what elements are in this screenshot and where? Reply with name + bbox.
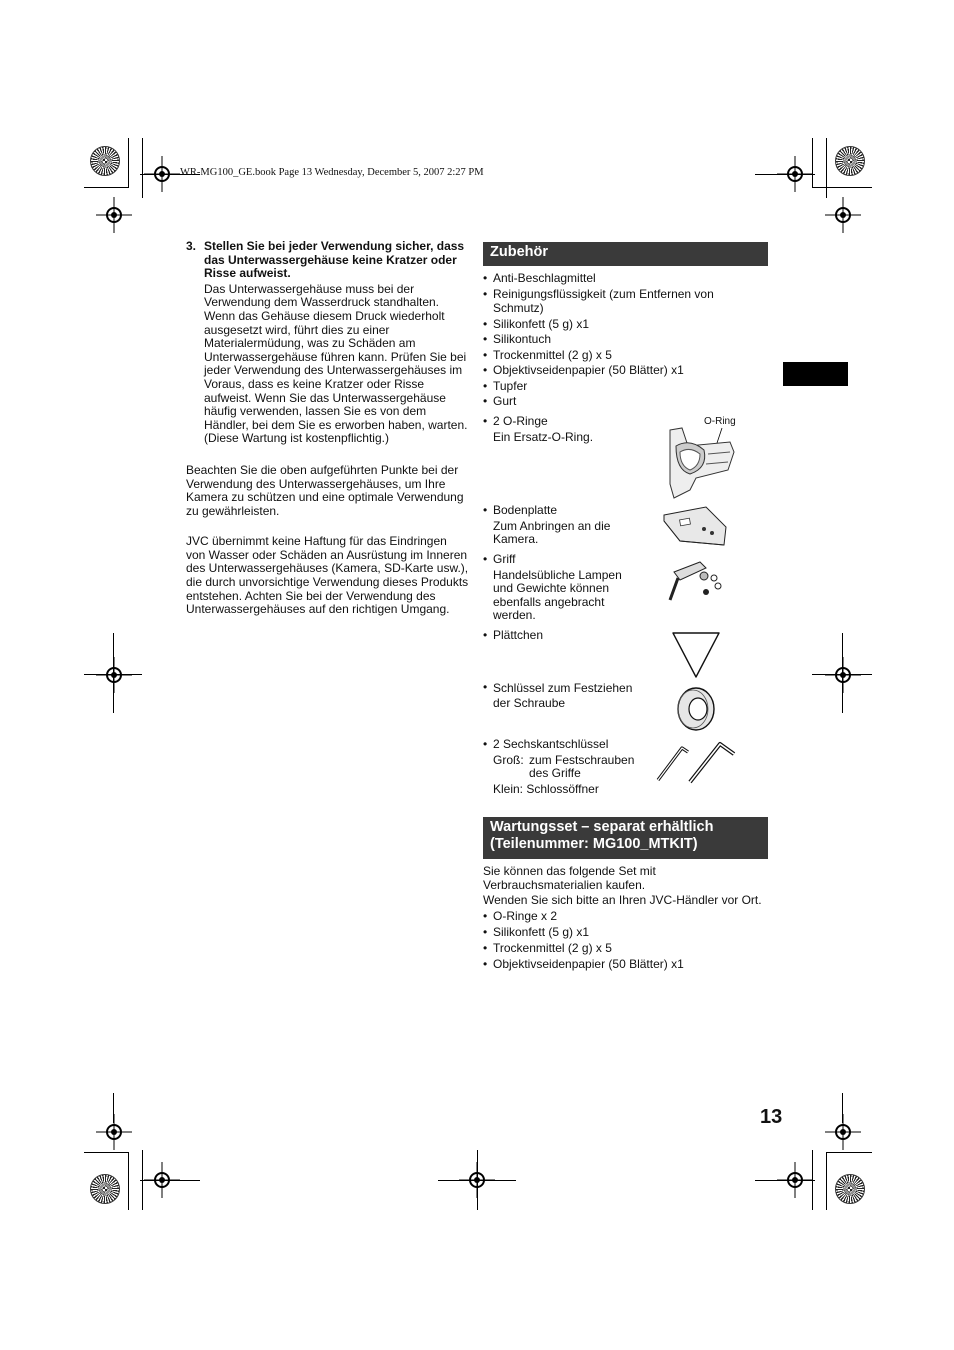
list-item: • Objektivseidenpapier (50 Blätter) x1 <box>483 956 684 971</box>
page-number: 13 <box>760 1106 783 1128</box>
paragraph-hinweis: Beachten Sie die oben aufgeführten Punkte bei der Verwendung des Unterwassergehäuses, um Ihre Kamera zu schützen und eine optimale Verwendung zu gewährleisten. <box>186 462 464 518</box>
wartungsset-intro2: Wenden Sie sich bitte an Ihren JVC-Händler vor Ort. <box>483 892 762 907</box>
list-item: • Gurt <box>483 394 517 408</box>
list-item: • Trockenmittel (2 g) x 5 <box>483 940 612 955</box>
ring-key-illustration <box>675 686 717 732</box>
print-header: WR-MG100_GE.book Page 13 Wednesday, December 5, 2007 2:27 PM <box>180 167 484 178</box>
oring-callout-label: O-Ring <box>704 416 736 427</box>
wartungsset-title-line2: (Teilenummer: MG100_MTKIT) <box>490 836 698 852</box>
list-item-bodenplatte: • Bodenplatte Zum Anbringen an die Kamera. <box>483 503 611 546</box>
list-item: • Silikonfett (5 g) x1 <box>483 316 590 331</box>
list-item: • Silikonfett (5 g) x1 <box>483 924 590 939</box>
klein-key-line: Klein: Schlossöffner <box>493 781 599 796</box>
list-item-schluessel: • Schlüssel zum Festziehen der Schraube <box>483 680 633 710</box>
list-item: • Trockenmittel (2 g) x 5 <box>483 347 612 362</box>
gross-key-value: zum Festschrauben des Griffe <box>529 752 635 780</box>
list-item: • Silikontuch <box>483 332 552 346</box>
list-item: • Objektivseidenpapier (50 Blätter) x1 <box>483 363 684 377</box>
registration-sun-icon <box>835 146 865 176</box>
registration-sun-icon <box>90 146 120 176</box>
list-item-griff: • Griff Handelsübliche Lampen und Gewichte können ebenfalls angebracht werden. <box>483 552 622 622</box>
grip-illustration <box>666 556 724 606</box>
housing-oring-illustration <box>660 424 740 500</box>
list-item-plaettchen: • Plättchen <box>483 628 544 642</box>
step-3-body: Das Unterwassergehäuse muss bei der Verwendung dem Wasserdruck standhalten. Wenn das Gehäuse diesem Druck wiederholt ausgesetzt wird, führt dies zu einer Materialermüdung, was zu Schäden am Unterwassergehäuse führen kann. Prüfen Sie bei jeder Verwendung des Unterwassergehäuses im Voraus, dass es keine Kratzer oder Risse aufweist. Wenn Sie das Unterwassergehäuse häufig verwenden, lassen Sie es von dem Händler, bei dem Sie es erworben haben, warten. (Diese Wartung ist kostenpflichtig.) <box>204 281 468 446</box>
step-heading-text: Stellen Sie bei jeder Verwendung sicher, dass das Unterwassergehäuse keine Kratzer oder Risse aufweist. <box>204 239 465 281</box>
zubehoer-list <box>483 271 753 410</box>
registration-crosshair-icon <box>825 197 861 233</box>
step-number: 3. <box>186 239 197 253</box>
section-title-zubehoer: Zubehör <box>483 242 768 266</box>
list-item-oringe: • 2 O-Ringe Ein Ersatz-O-Ring. <box>483 414 594 444</box>
registration-sun-icon <box>835 1174 865 1204</box>
paragraph-haftung: JVC übernimmt keine Haftung für das Eindringen von Wasser oder Schäden an Ausrüstung im Inneren des Unterwassergehäuses (Kamera, SD-Karte usw.), die durch unvorsichtige Verwendung dieses Produkts entstehen. Achten Sie bei der Verwendung des Unterwassergehäuses auf den richtigen Umgang. <box>186 534 469 617</box>
wartungsset-intro1: Sie können das folgende Set mit Verbrauchsmaterialien kaufen. <box>483 864 656 893</box>
list-item: • Tupfer <box>483 378 528 393</box>
registration-crosshair-icon <box>96 197 132 233</box>
registration-crosshair-icon <box>825 1114 861 1150</box>
wartungsset-title-line1: Wartungsset – separat erhältlich <box>490 819 714 835</box>
list-item: • Anti-Beschlagmittel <box>483 271 596 285</box>
registration-sun-icon <box>90 1174 120 1204</box>
section-title-wartungsset <box>483 817 768 859</box>
registration-crosshair-icon <box>96 657 132 693</box>
chapter-side-tab <box>783 362 848 386</box>
registration-crosshair-icon <box>825 657 861 693</box>
wartungsset-body <box>483 864 768 972</box>
list-item: • Reinigungsflüssigkeit (zum Entfernen von Schmutz) <box>483 286 714 315</box>
gross-key-label: Groß: <box>493 752 524 767</box>
triangle-plate-illustration <box>671 631 721 679</box>
bottom-plate-illustration <box>660 505 730 549</box>
hex-keys-illustration <box>654 740 740 786</box>
step-3-heading <box>186 240 469 281</box>
registration-crosshair-icon <box>96 1114 132 1150</box>
list-item-sechskant: • 2 Sechskantschlüssel Groß: zum Festschrauben des Griffe Klein: Schlossöffner <box>483 738 653 796</box>
left-column <box>186 240 469 617</box>
list-item: • O-Ringe x 2 <box>483 908 558 923</box>
